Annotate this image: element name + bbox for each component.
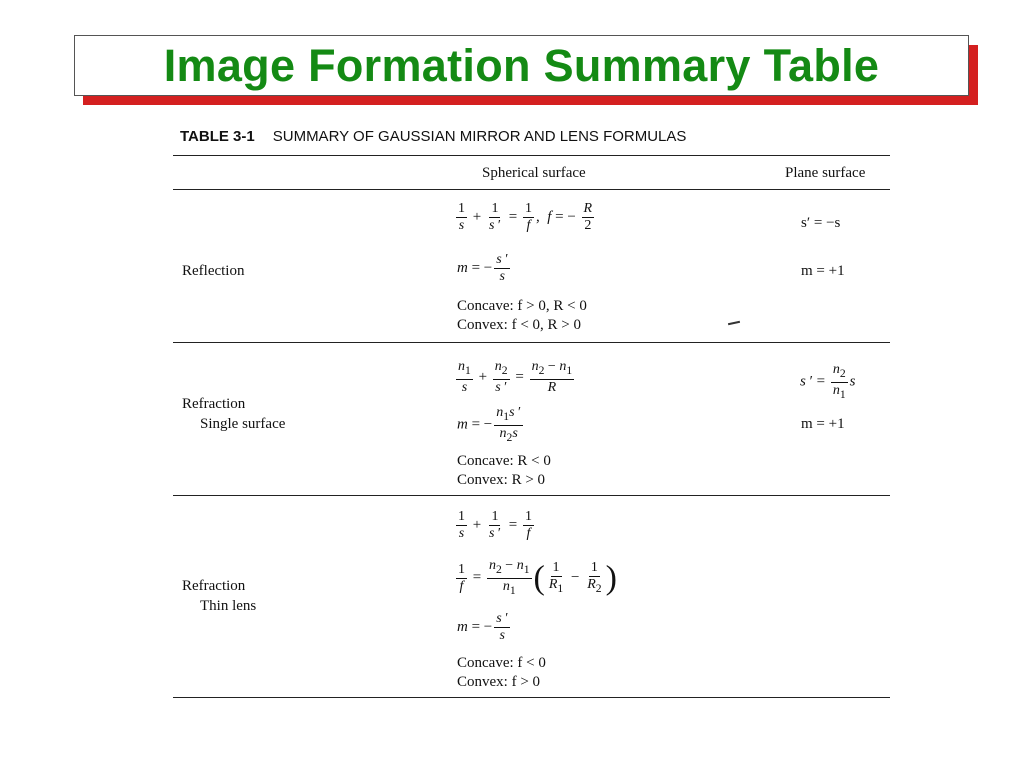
table-rule-row2 <box>173 495 890 496</box>
row-label-refraction-thin <box>182 576 256 616</box>
table-caption <box>180 128 686 145</box>
single-surface-convex: Convex: R > 0 <box>457 472 546 488</box>
column-header-spherical: Spherical surface <box>482 165 586 181</box>
page-title: Image Formation Summary Table <box>163 39 880 91</box>
row-label-reflection <box>182 261 244 281</box>
reflection-convex: Convex: f < 0, R > 0 <box>457 317 581 333</box>
table-caption-text: SUMMARY OF GAUSSIAN MIRROR AND LENS FORMULAS <box>272 128 687 145</box>
table-number: TABLE 3-1 <box>180 128 255 145</box>
mirror-magnification: m = − $\frac{s '}{s}$ <box>457 252 509 284</box>
table-rule-row1 <box>173 342 890 343</box>
reflection-concave: Concave: f > 0, R < 0 <box>457 298 587 314</box>
column-header-plane: Plane surface <box>785 165 866 181</box>
row-label-text: Reflection <box>182 263 245 279</box>
row-sublabel-text: Thin lens <box>200 598 257 614</box>
row-label-text: Refraction <box>182 396 246 412</box>
plane-reflection-magnification: m = +1 <box>801 263 845 279</box>
scan-mark <box>728 321 740 325</box>
row-label-refraction-single <box>182 394 285 434</box>
single-surface-concave: Concave: R < 0 <box>457 453 551 469</box>
plane-refraction-image: s ′ = $\frac{n_2}{n_1}$ s <box>800 362 856 401</box>
plane-refraction-magnification: m = +1 <box>801 416 845 432</box>
single-surface-equation: $\frac{n_1}{s}$ + $\frac{n_2}{s '}$ = $\frac{n_2 - n_1}{R}$ <box>458 359 573 395</box>
table-rule-header <box>173 189 890 190</box>
row-sublabel-text: Single surface <box>200 416 286 432</box>
mirror-equation: $\frac{1}{s}$ + $\frac{1}{s '}$ = $\frac{1}{f}$ , f = − $\frac{R}{2}$ <box>458 201 593 233</box>
thin-lens-magnification: m = − $\frac{s '}{s}$ <box>457 611 509 643</box>
thin-lens-equation: $\frac{1}{s}$ + $\frac{1}{s '}$ = $\frac{1}{f}$ <box>458 509 532 541</box>
lensmaker-equation: $\frac{1}{f}$ = $\frac{n_2 - n_1}{n_1}$ ( $\frac{1}{R_1}$ − $\frac{1}{R_2}$ ) <box>458 558 617 597</box>
table-rule-top <box>173 155 890 156</box>
title-shadow <box>83 96 978 105</box>
plane-reflection-image: s′ = −s <box>801 215 841 231</box>
table-rule-bottom <box>173 697 890 698</box>
row-label-text: Refraction <box>182 578 246 594</box>
single-surface-magnification: m = − $\frac{n_1s '}{n_2s}$ <box>457 405 522 444</box>
thin-lens-convex: Convex: f > 0 <box>457 674 541 690</box>
title-banner <box>74 35 969 96</box>
thin-lens-concave: Concave: f < 0 <box>457 655 546 671</box>
